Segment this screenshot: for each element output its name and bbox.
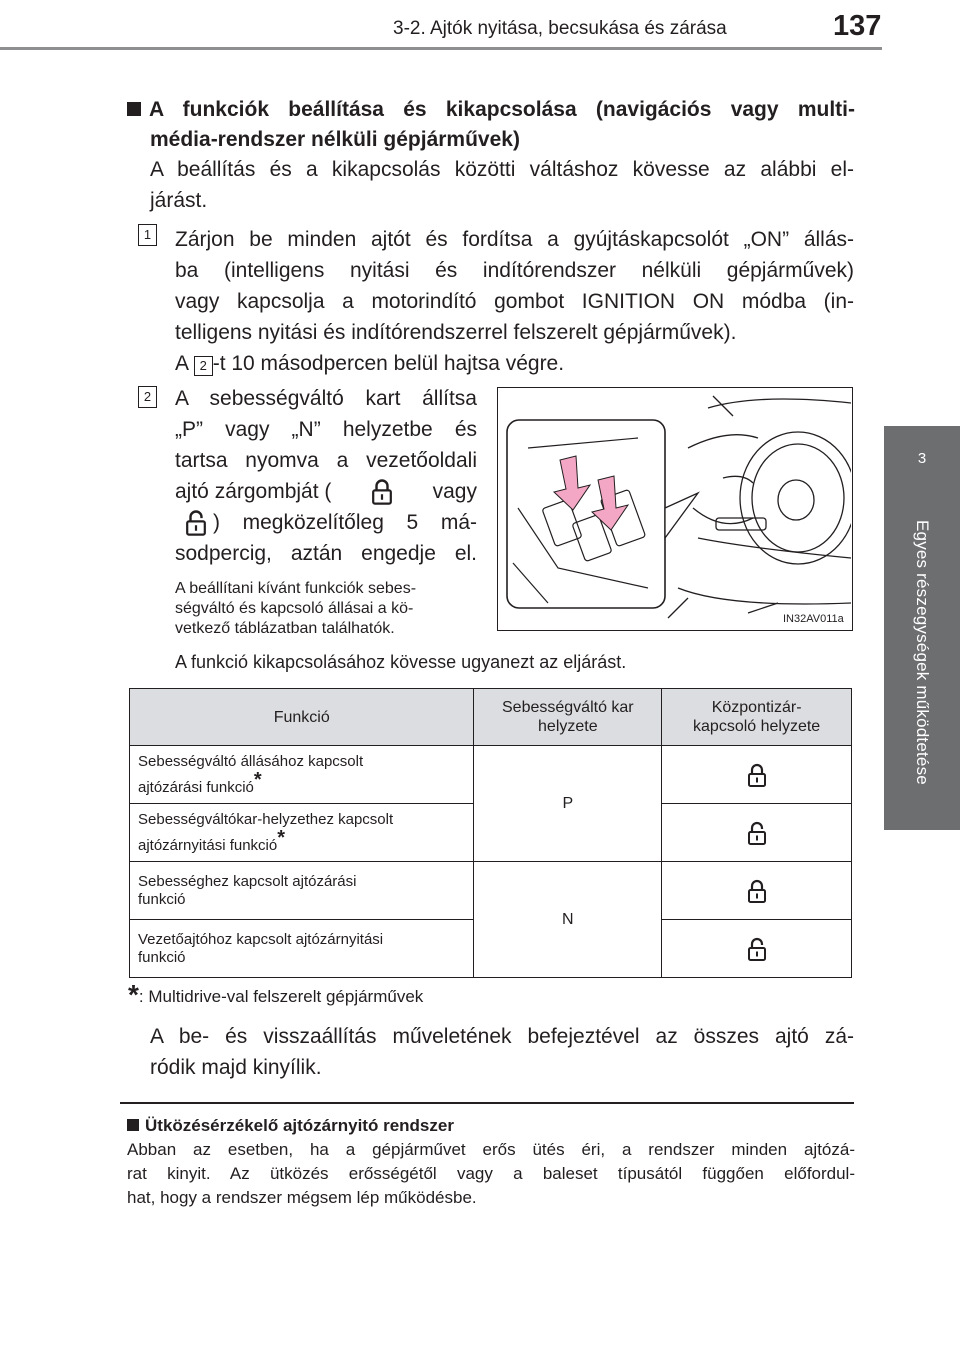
switch-position-cell [662,746,852,804]
step2-text: A sebességváltó kart állítsa „P” vagy „N” helyzetbe és tartsa nyomva a vezetőoldali ajtó zárgombját ( vagy ) megközelítőleg 5 má- sodpercig, aztán engedje el. A beállítani kívánt funkciók sebes- ségváltó és kapcsoló állásai a kö- vetkező táblázatban találhatók. [175,387,477,637]
door-lock-switch-illustration [498,388,851,629]
footnote: *: Multidrive-val felszerelt gépjárművek [128,979,424,1010]
section-divider [120,1102,854,1104]
lock-icon [747,879,767,903]
header-rule [0,47,882,50]
unlock-icon [747,937,767,961]
function-cell: Vezetőajtóhoz kapcsolt ajtózárnyitási funkció [130,920,474,978]
table-row [130,862,852,920]
section-title: A funkciók beállítása és kikapcsolása (navigációs vagy multi- média-rendszer nélküli gépjárművek) [127,95,855,155]
switch-position-cell [662,862,852,920]
table-header: Sebességváltó kar helyzete [474,689,662,746]
function-cell: Sebességváltó állásához kapcsolt ajtózárási funkció* [130,746,474,804]
square-bullet-icon [127,1119,139,1131]
step-number-2: 2 [138,386,157,408]
step1-text: Zárjon be minden ajtót és fordítsa a gyújtáskapcsolót „ON” állás- ba (intelligens nyitási és indítórendszer nélküli gépjárművek) vagy kapcsolja a motorindító gombot IGNITION ON módba (in- telligens nyitási és indítórendszerrel felszerelt gépjárművek). A 2 -t 10 másodpercen belül hajtsa végre. [175,228,854,375]
chapter-number: 3 [917,450,927,467]
table-header: Funkció [130,689,474,746]
unlock-icon [747,821,767,845]
chapter-label: Egyes részegységek működtetése [913,520,932,785]
step2-after: A funkció kikapcsolásához kövesse ugyanezt az eljárást. [175,652,627,672]
function-cell: Sebességhez kapcsolt ajtózárási funkció [130,862,474,920]
section2: Ütközésérzékelő ajtózárnyitó rendszer Abban az esetben, ha a gépjárművet erős ütés éri, a rendszer minden ajtózá- rat kinyit. Az ütközés erősségétől vagy a baleset típusától függően előfordul- hat, hogy a rendszer mégsem lép működésbe. [127,1116,855,1207]
unlock-icon [185,509,207,536]
table-row [130,746,852,804]
table-header: Központizár- kapcsoló helyzete [662,689,852,746]
step-ref-2: 2 [194,356,213,376]
switch-position-cell [662,804,852,862]
function-cell: Sebességváltókar-helyzethez kapcsolt ajtózárnyitási funkció* [130,804,474,862]
gear-position-cell: P [474,746,662,862]
square-bullet-icon [127,102,141,116]
lock-icon [747,763,767,787]
function-table [129,688,852,978]
section2-title: Ütközésérzékelő ajtózárnyitó rendszer [127,1114,855,1138]
step-number-1: 1 [138,224,157,246]
table-header-row [130,689,852,746]
illustration-figure [497,387,853,631]
running-header: 3-2. Ajtók nyitása, becsukása és zárása [393,18,727,39]
step2-note: A beállítani kívánt funkciók sebes- ségváltó és kapcsoló állásai a kö- vetkező táblázatban találhatók. [175,580,417,637]
gear-position-cell: N [474,862,662,978]
lock-icon [371,478,393,505]
switch-position-cell [662,920,852,978]
page-number: 137 [833,10,882,42]
closing-paragraph: A be- és visszaállítás műveletének befejeztével az összes ajtó zá- ródik majd kinyílik. [150,1025,854,1079]
intro-paragraph: A beállítás és a kikapcsolás közötti váltáshoz kövesse az alábbi el- járást. [150,158,854,212]
figure-code: IN32AV011a [783,613,844,625]
